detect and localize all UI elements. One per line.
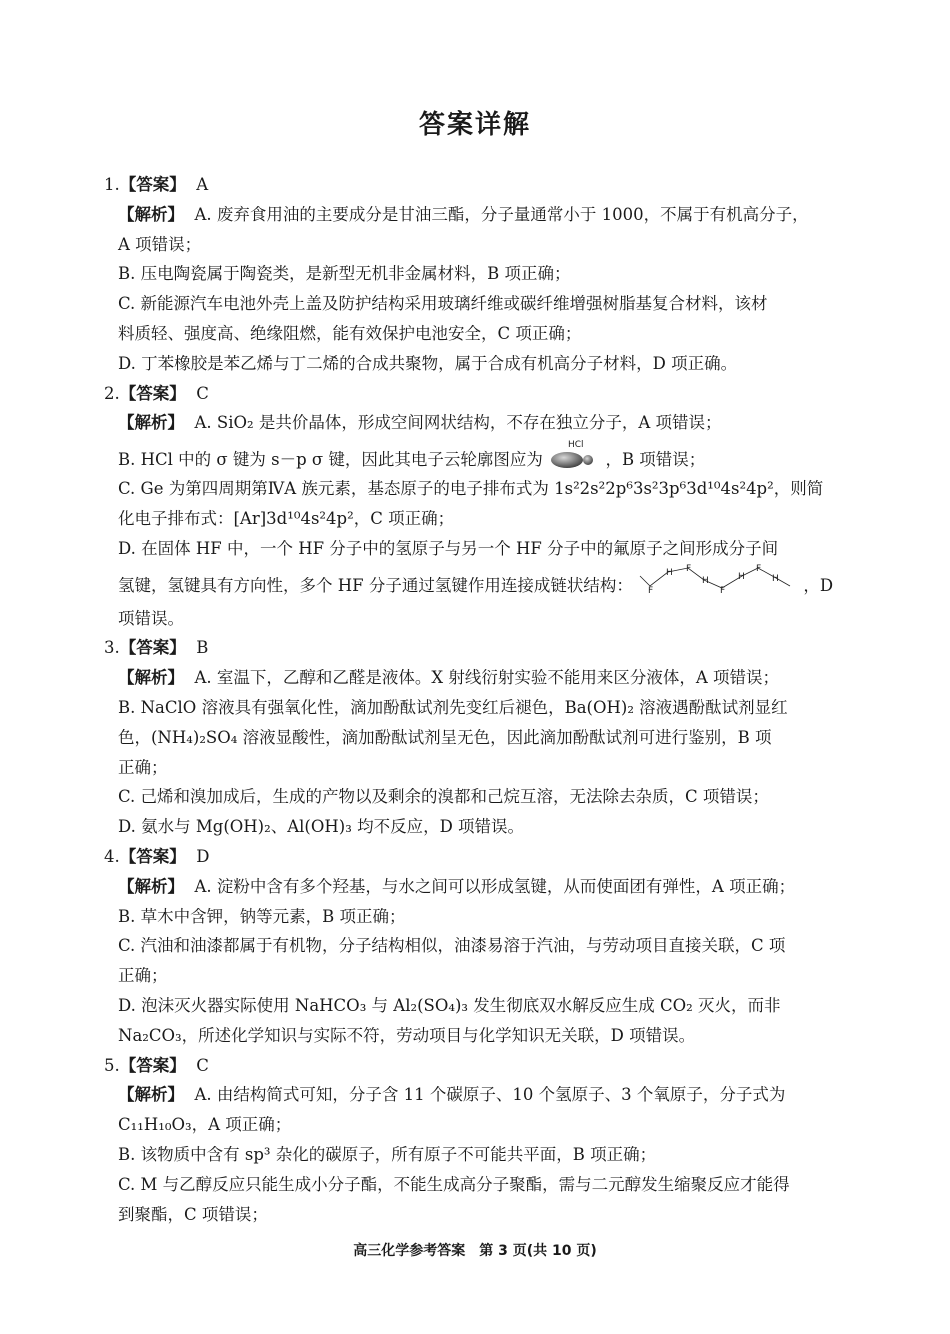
q4-answer-line	[104, 842, 850, 872]
q3-explanation-b1: B. NaClO 溶液具有强氧化性，滴加酚酞试剂先变红后褪色，Ba(OH)₂ 溶液遇酚酞试剂显红	[118, 697, 788, 717]
q3-explanation-c: C. 己烯和溴加成后，生成的产物以及剩余的溴都和己烷互溶，无法除去杂质，C 项错误；	[118, 787, 769, 807]
answer-value: D	[196, 846, 210, 866]
q5-answer-line	[104, 1051, 850, 1081]
svg-text:H: H	[702, 575, 709, 586]
page-footer: 高三化学参考答案 第 3 页(共 10 页)	[353, 1243, 597, 1259]
q3-explanation-b2: 色，(NH₄)₂SO₄ 溶液显酸性，滴加酚酞试剂呈无色，因此滴加酚酞试剂可进行鉴别，B 项	[118, 727, 772, 747]
answer-label: 【答案】	[119, 638, 186, 658]
answer-value: C	[196, 383, 209, 403]
svg-text:F: F	[686, 563, 692, 574]
q2-explanation-d3: 项错误。	[118, 608, 184, 628]
answer-value: A	[196, 175, 209, 194]
q2-answer-line	[104, 379, 850, 409]
q3-explanation-d: D. 氨水与 Mg(OH)₂、Al(OH)₃ 均不反应，D 项错误。	[118, 817, 525, 837]
question-number: 4.	[104, 846, 120, 866]
q3-explanation-a: 【解析】 A. 室温下，乙醇和乙醛是液体。X 射线衍射实验不能用来区分液体，A 项错误；	[118, 668, 780, 688]
answer-label: 【答案】	[119, 1055, 186, 1075]
explanation-label: 【解析】	[118, 204, 184, 224]
q3-explanation-b3: 正确；	[118, 757, 168, 777]
answer-content	[104, 170, 850, 1229]
svg-text:F: F	[720, 585, 726, 594]
q2-explanation-c2: 化电子排布式：[Ar]3d¹⁰4s²4p²，C 项正确；	[118, 508, 455, 528]
q5-explanation-c1: C. M 与乙醇反应只能生成小分子酯，不能生成高分子聚酯，需与二元醇发生缩聚反应才能得	[118, 1174, 790, 1194]
svg-text:F: F	[648, 585, 654, 594]
q2-explanation-c1: C. Ge 为第四周期第ⅣA 族元素，基态原子的电子排布式为 1s²2s²2p⁶3s²3p⁶3d¹⁰4s²4p²，则简	[118, 479, 824, 499]
q3-answer-line	[104, 633, 850, 663]
question-number: 3.	[104, 638, 120, 658]
answer-label: 【答案】	[119, 383, 186, 403]
answer-value: C	[196, 1055, 209, 1075]
q1-answer-line	[104, 170, 850, 200]
q4-explanation-d1: D. 泡沫灭火器实际使用 NaHCO₃ 与 Al₂(SO₄)₃ 发生彻底双水解反应生成 CO₂ 灭火，而非	[118, 995, 781, 1015]
explanation-label: 【解析】	[118, 413, 184, 433]
q2-explanation-b: B. HCl 中的 σ 键为 s－p σ 键，因此其电子云轮廓图应为 HCl ，B 项错误；	[104, 438, 850, 474]
question-number: 2.	[104, 383, 120, 403]
svg-text:F: F	[756, 563, 762, 574]
question-number: 5.	[104, 1055, 120, 1075]
q1-explanation-a1: 【解析】 A. 废弃食用油的主要成分是甘油三酯，分子量通常小于 1000，不属于有机高分子，	[118, 204, 809, 224]
explanation-label: 【解析】	[118, 876, 184, 896]
q4-explanation-c1: C. 汽油和油漆都属于有机物，分子结构相似，油漆易溶于汽油，与劳动项目直接关联，C 项	[118, 936, 786, 956]
answer-label: 【答案】	[119, 846, 186, 866]
explanation-label: 【解析】	[118, 668, 184, 688]
hcl-image-label: HCl	[568, 440, 584, 451]
q5-explanation-a2: C₁₁H₁₀O₃，A 项正确；	[118, 1115, 292, 1135]
q1-explanation-b: B. 压电陶瓷属于陶瓷类，是新型无机非金属材料，B 项正确；	[118, 264, 571, 284]
q2-explanation-d1: D. 在固体 HF 中，一个 HF 分子中的氢原子与另一个 HF 分子中的氟原子之间形成分子间	[118, 538, 779, 558]
answer-value: B	[196, 638, 209, 658]
q5-explanation-a1: 【解析】 A. 由结构简式可知，分子含 11 个碳原子、10 个氢原子、3 个氧原子，分子式为	[118, 1085, 786, 1105]
page-title: 答案详解	[418, 110, 531, 140]
q1-explanation-a2: A 项错误；	[118, 234, 202, 254]
q1-explanation-c1: C. 新能源汽车电池外壳上盖及防护结构采用玻璃纤维或碳纤维增强树脂基复合材料，该材	[118, 294, 768, 314]
question-number: 1.	[104, 175, 120, 194]
q4-explanation-a: 【解析】 A. 淀粉中含有多个羟基，与水之间可以形成氢键，从而使面团有弹性，A 项正确；	[118, 876, 796, 896]
q2-explanation-d2: 氢键，氢键具有方向性，多个 HF 分子通过氢键作用连接成链状结构： F H F H F H F H ，D	[104, 564, 850, 604]
hf-chain-structure-icon	[638, 564, 798, 609]
q1-explanation-c2: 料质轻、强度高、绝缘阻燃，能有效保护电池安全，C 项正确；	[118, 323, 582, 343]
svg-text:H: H	[738, 571, 745, 582]
q1-explanation-d: D. 丁苯橡胶是苯乙烯与丁二烯的合成共聚物，属于合成有机高分子材料，D 项正确。	[118, 353, 738, 373]
svg-text:H: H	[666, 567, 673, 578]
q4-explanation-b: B. 草木中含钾，钠等元素，B 项正确；	[118, 906, 406, 926]
svg-text:H: H	[772, 573, 779, 584]
q4-explanation-c2: 正确；	[118, 966, 168, 986]
explanation-label: 【解析】	[118, 1085, 184, 1105]
q2-explanation-a: 【解析】 A. SiO₂ 是共价晶体，形成空间网状结构，不存在独立分子，A 项错误；	[118, 413, 722, 433]
q5-explanation-b: B. 该物质中含有 sp³ 杂化的碳原子，所有原子不可能共平面，B 项正确；	[118, 1144, 657, 1164]
answer-label: 【答案】	[119, 175, 186, 194]
q4-explanation-d2: Na₂CO₃，所述化学知识与实际不符，劳动项目与化学知识无关联，D 项错误。	[118, 1025, 696, 1045]
q5-explanation-c2: 到聚酯，C 项错误；	[118, 1204, 268, 1224]
